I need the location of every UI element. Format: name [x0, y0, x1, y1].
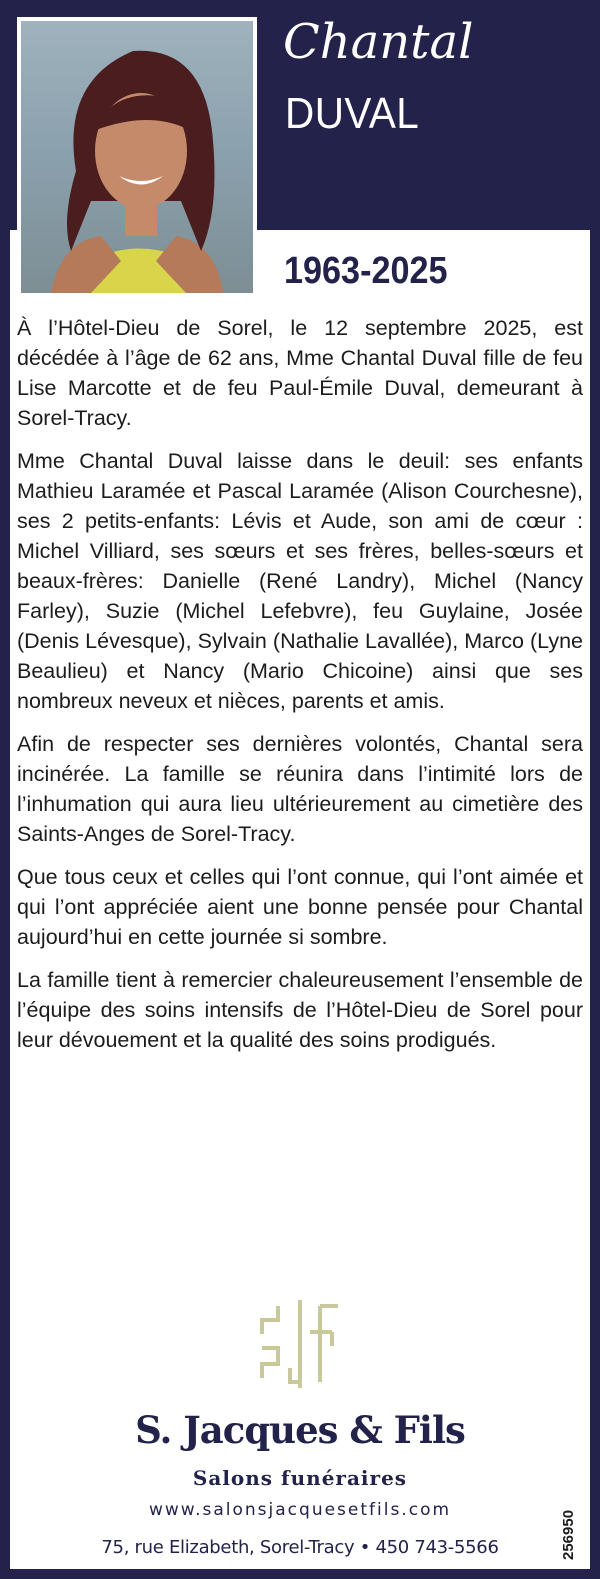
ad-code: 256950 [560, 1509, 577, 1560]
paragraph-thoughts: Que tous ceux et celles qui l’ont connue, qui l’ont aimée et qui l’ont appréciée aient une bonne pensée pour Chantal aujourd’hui en cette journée si sombre. [17, 865, 583, 949]
paragraph-thanks: La famille tient à remercier chaleureusement l’ensemble de l’équipe des soins intensifs de l’Hôtel-Dieu de Sorel pour leur dévouement et la qualité des soins prodigués. [17, 968, 583, 1052]
sjf-monogram-icon [252, 1292, 344, 1394]
funeral-home-address: 75, rue Elizabeth, Sorel-Tracy • 450 743-5566 [101, 1537, 499, 1558]
portrait-photo [17, 17, 257, 297]
paragraph-arrangements: Afin de respecter ses dernières volontés, Chantal sera incinérée. La famille se réunira dans l’intimité lors de l’inhumation qui aura lieu ultérieurement au cimetière des Saints-Anges de Sorel-Tracy. [17, 732, 583, 846]
funeral-home-subtitle: Salons funéraires [192, 1466, 408, 1490]
paragraph-survivors: Mme Chantal Duval laisse dans le deuil: ses enfants Mathieu Laramée et Pascal Laramée (Alison Courchesne), ses 2 petits-enfants: Lévis et Aude, son ami de cœur : Michel Villiard, ses sœurs et ses frères, belles-sœurs et beaux-frères: Danielle (René Landry), Michel (Nancy Farley), Suzie (Michel Lefebvre), feu Guylaine, Josée (Denis Lévesque), Sylvain (Nathalie Lavallée), Marco (Lyne Beaulieu) et Nancy (Mario Chicoine) ainsi que ses nombreux neveux et nièces, parents et amis. [17, 449, 583, 713]
deceased-first-name: Chantal [283, 14, 474, 70]
funeral-home-name: S. Jacques & Fils [135, 1408, 465, 1452]
paragraph-death-notice: À l’Hôtel-Dieu de Sorel, le 12 septembre 2025, est décédée à l’âge de 62 ans, Mme Chantal Duval fille de feu Lise Marcotte et de feu Paul-Émile Duval, demeurant à Sorel-Tracy. [17, 316, 583, 430]
portrait-image [21, 21, 253, 293]
funeral-home-website[interactable]: www.salonsjacquesetfils.com [148, 1500, 452, 1520]
deceased-last-name: DUVAL [285, 89, 420, 138]
obituary-text [17, 313, 583, 1068]
life-years: 1963-2025 [284, 250, 448, 292]
